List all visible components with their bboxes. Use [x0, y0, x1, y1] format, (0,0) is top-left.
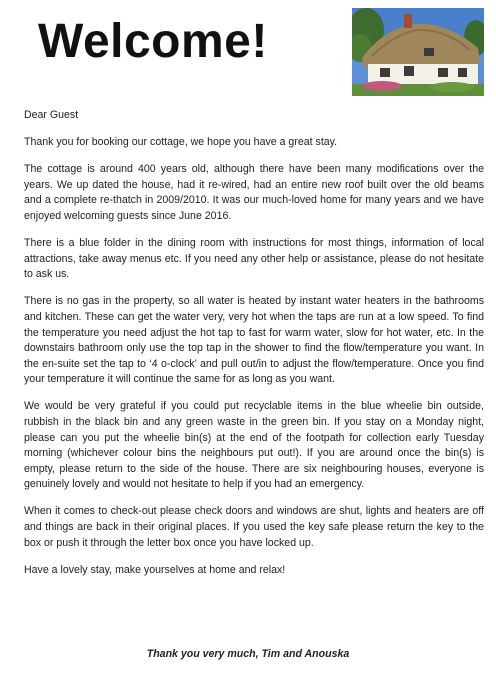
paragraph-folder: There is a blue folder in the dining room with instructions for most things, information of local attractions, take away menus etc. If you need any other help or assistance, please do not hesitate to ask us. — [24, 237, 484, 281]
paragraph-history: The cottage is around 400 years old, although there have been many modifications over the years. We up dated the house, had it re-wired, had an entire new roof built over the old beams and a complete re-thatch in 2009/2010. It was our much-loved home for many years and we have enjoyed welcoming guests since June 2016. — [24, 163, 484, 222]
paragraph-water: There is no gas in the property, so all water is heated by instant water heaters in the bathrooms and kitchen. These can get the water very, very hot when the taps are run at a low speed. To find the temperature you need adjust the hot tap to fast for warm water, slow for hot water, etc. In the downstairs bathroom only use the top tap in the shower to find the flow/temperature you want. In the en-suite set the tap to ‘4 o-clock’ and pull out/in to adjust the flow/temperature. Once you find your temperature it will continue the same for as long as you want. — [24, 295, 484, 386]
paragraph-checkout: When it comes to check-out please check doors and windows are shut, lights and heaters are off and things are back in their original places. If you used the key safe please return the key to the box or push it through the letter box once you have locked up. — [24, 505, 484, 549]
paragraph-bins: We would be very grateful if you could put recyclable items in the blue wheelie bin outside, rubbish in the black bin and any green waste in the green bin. If you stay on a Monday night, please can you put the wheelie bin(s) at the end of the footpath for collection early Tuesday morning (whichever colour bins the neighbours put out!). If you are around once the bin(s) is empty, please return to the side of the house. There are six neighbouring houses, everyone is genuinely lovely and would not hesitate to help if you had an emergency. — [24, 400, 484, 491]
paragraph-thanks: Thank you for booking our cottage, we hope you have a great stay. — [24, 136, 338, 149]
salutation: Dear Guest — [24, 109, 79, 121]
paragraph-closing: Have a lovely stay, make yourselves at home and relax! — [24, 563, 286, 576]
cottage-photo — [352, 8, 484, 96]
letter-body — [24, 108, 484, 590]
page-title: Welcome! — [38, 15, 268, 68]
sign-off: Thank you very much, Tim and Anouska — [146, 648, 350, 660]
